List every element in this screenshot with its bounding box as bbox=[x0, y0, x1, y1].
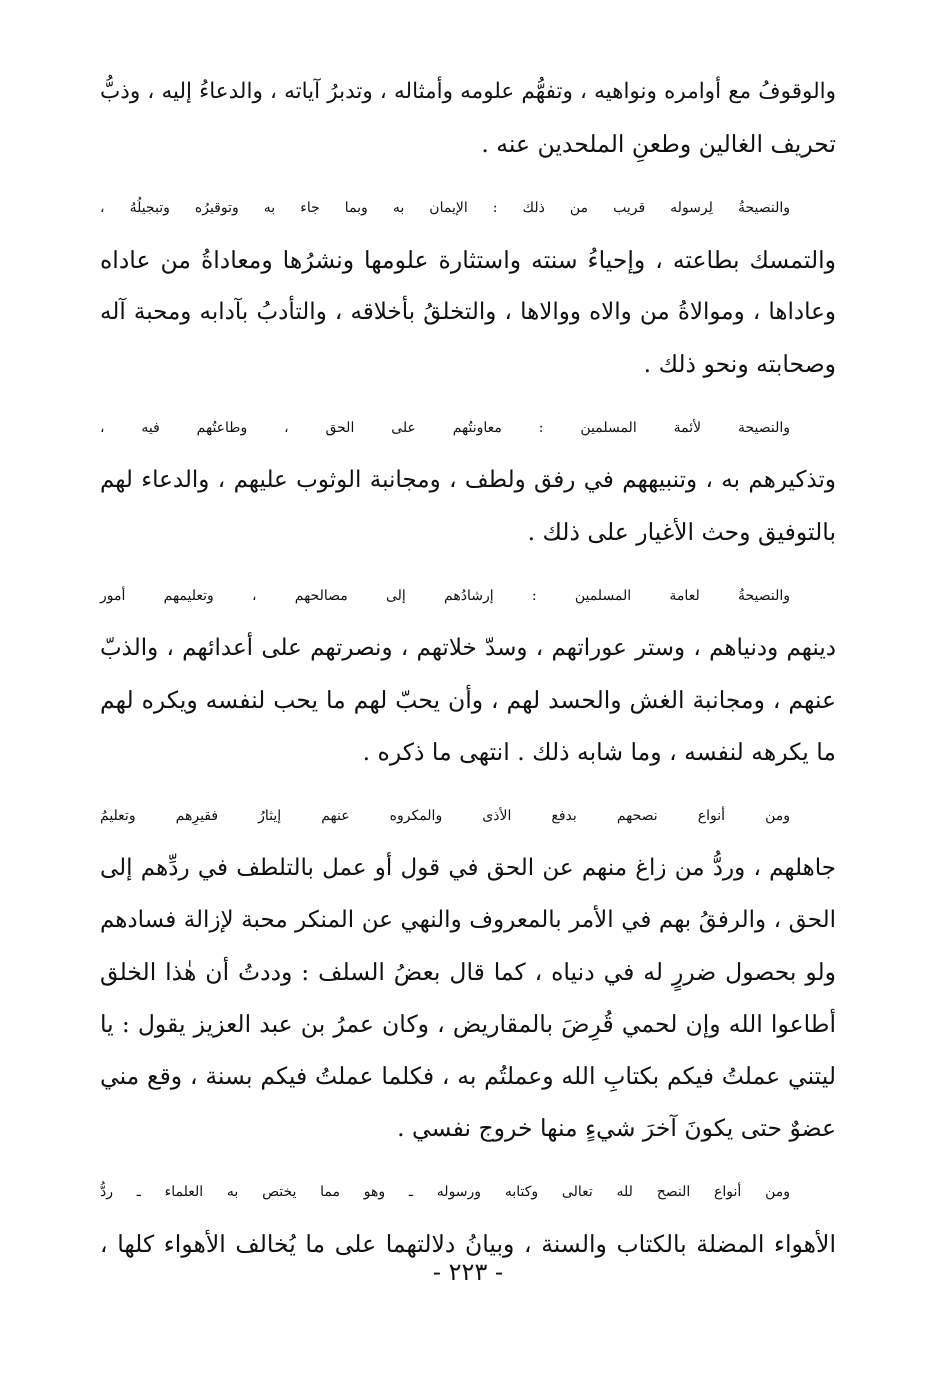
paragraph-types-of-advice bbox=[100, 790, 836, 1154]
text-line: والوقوفُ مع أوامره ونواهيه ، وتفهُّم علومه وأمثاله ، وتدبرُ آياته ، والدعاءُ إليه ، وذبُّ bbox=[100, 79, 836, 104]
text-line: وتذكيرهم به ، وتنبيههم في رفق ولطف ، ومجانبة الوثوب عليهم ، والدعاء لهم bbox=[100, 467, 836, 493]
text-line: الحق ، والرفقُ بهم في الأمر بالمعروف والنهي عن المنكر محبة لإزالة فسادهم bbox=[100, 907, 836, 933]
text-line: والنصيحة لأئمة المسلمين : معاونتُهم على الحق ، وطاعتُهم فيه ، bbox=[100, 420, 790, 436]
text-line: ومن أنواع النصح لله تعالى وكتابه ورسوله ـ وهو مما يختص به العلماء ـ ردُّ bbox=[100, 1184, 790, 1200]
paragraph-common-muslims-advice bbox=[100, 570, 836, 778]
text-line: والنصيحةُ لِرسوله قريب من ذلك : الإيمان به وبما جاء به وتوقيرُه وتبجيلُهُ ، bbox=[100, 200, 790, 216]
text-line: ومن أنواع نصحهم بدفع الأذى والمكروه عنهم إيثارُ فقيرِهم وتعليمُ bbox=[100, 808, 790, 824]
paragraph-scholars-advice bbox=[100, 1166, 836, 1270]
text-line: عضوٌ حتى يكونَ آخرَ شيءٍ منها خروج نفسي . bbox=[397, 1114, 836, 1142]
text-line: والنصيحةُ لعامة المسلمين : إرشادُهم إلى مصالحهم ، وتعليمهم أمور bbox=[100, 588, 790, 604]
text-line: ولو بحصول ضررٍ له في دنياه ، كما قال بعضُ السلف : وددتُ أن هٰذا الخلق bbox=[100, 958, 836, 986]
text-line: جاهلهم ، وردُّ من زاغ منهم عن الحق في قول أو عمل بالتلطف في ردِّهم إلى bbox=[100, 855, 836, 881]
page-number: - ٢٢٣ - bbox=[432, 1258, 504, 1286]
text-line: ما يكرهه لنفسه ، وما شابه ذلك . انتهى ما ذكره . bbox=[362, 738, 836, 766]
text-line: عنهم ، ومجانبة الغش والحسد لهم ، وأن يحبّ لهم ما يحب لنفسه ويكره لهم bbox=[100, 686, 836, 714]
text-line: وصحابته ونحو ذلك . bbox=[643, 350, 836, 378]
paragraph-quran-advice bbox=[100, 66, 836, 170]
text-line: بالتوفيق وحث الأغيار على ذلك . bbox=[527, 518, 836, 546]
text-line: الأهواء المضلة بالكتاب والسنة ، وبيانُ دلالتهما على ما يُخالف الأهواء كلها ، bbox=[100, 1230, 836, 1258]
text-line: تحريف الغالين وطعنِ الملحدين عنه . bbox=[481, 130, 836, 158]
text-line: دينهم ودنياهم ، وستر عوراتهم ، وسدّ خلاتهم ، ونصرتهم على أعدائهم ، والذبّ bbox=[100, 635, 836, 661]
paragraph-imams-advice bbox=[100, 402, 836, 558]
text-line: ليتني عملتُ فيكم بكتابِ الله وعملتُم به ، فكلما عملتُ فيكم بسنة ، وقع مني bbox=[100, 1062, 836, 1090]
text-line: وعاداها ، وموالاةُ من والاه ووالاها ، والتخلقُ بأخلاقه ، والتأدبُ بآدابه ومحبة آله bbox=[100, 299, 836, 325]
paragraph-prophet-advice bbox=[100, 182, 836, 390]
text-line: والتمسك بطاعته ، وإحياءُ سنته واستثارة علومها ونشرُها ومعاداةُ من عاداه bbox=[100, 246, 836, 274]
text-line: أطاعوا الله وإن لحمي قُرِضَ بالمقاريض ، وكان عمرُ بن عبد العزيز يقول : يا bbox=[100, 1010, 836, 1038]
